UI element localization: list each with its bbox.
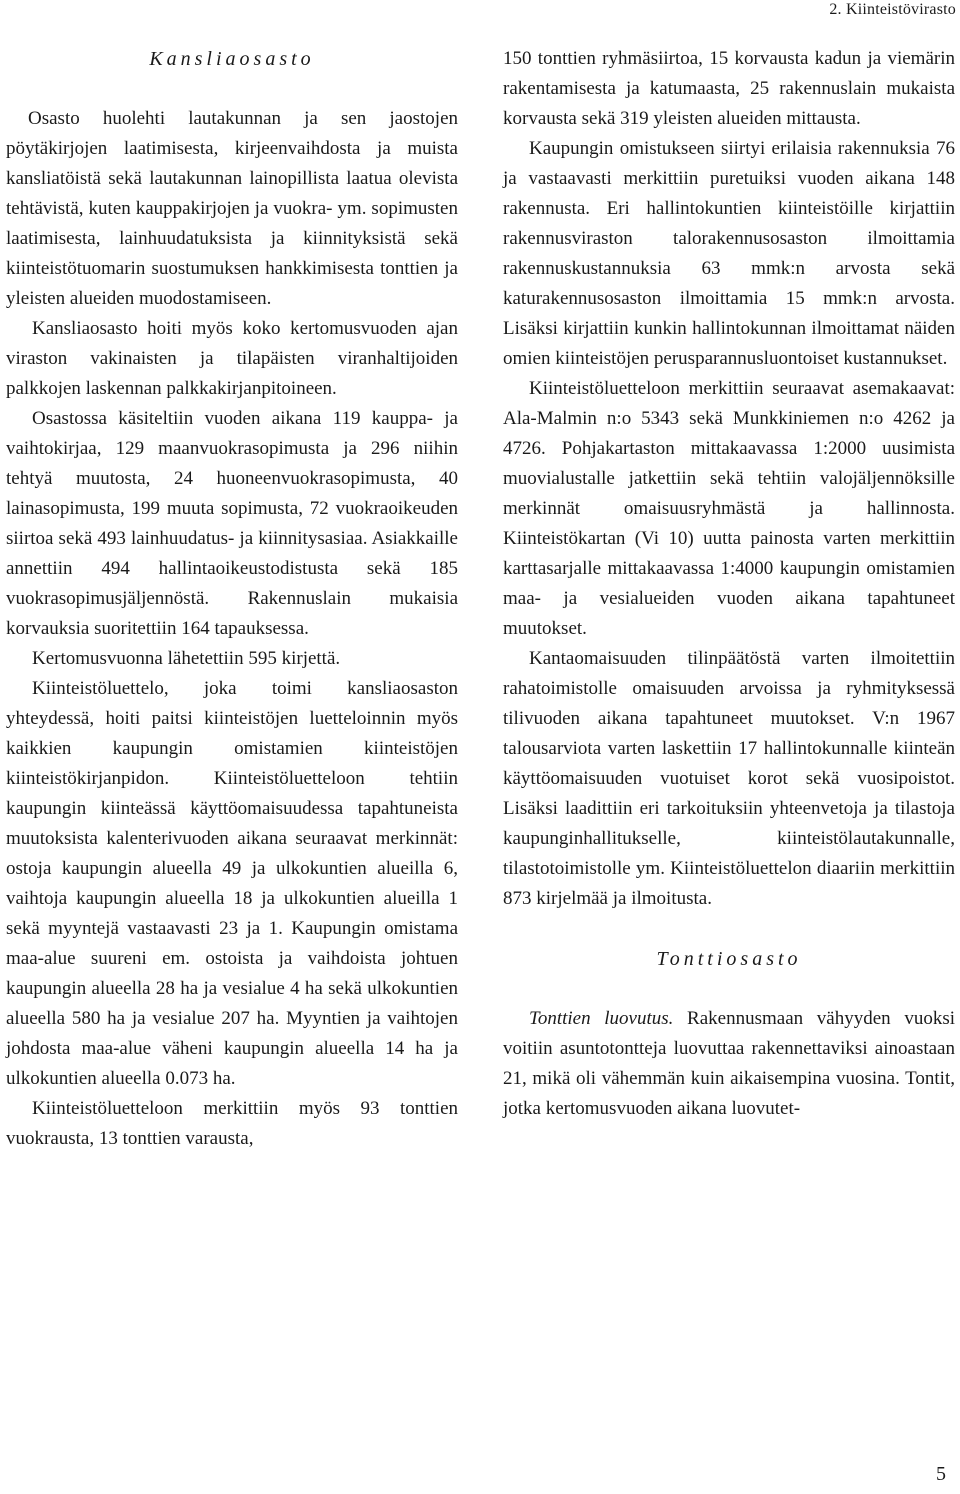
paragraph: Osasto huolehti lautakunnan ja sen jaostojen pöytäkirjojen laatimisesta, kirjeenvaihdosta ja muista kansliatöistä sekä lautakunnan lainopillista laatua olevista tehtävistä, kuten kauppakirjojen ja vuokra- ym. sopimusten laatimisesta, lainhuudatuksista ja kiinnityksistä sekä kiinteistötuomarin suostumuksen hankkimisesta tonttien ja yleisten alueiden muodostamiseen. bbox=[6, 108, 458, 309]
running-header: 2. Kiinteistövirasto bbox=[829, 1, 956, 18]
paragraph-tonttien-luovutus bbox=[503, 1004, 955, 1124]
paragraph: Kaupungin omistukseen siirtyi erilaisia rakennuksia 76 ja vastaavasti merkittiin puretuiksi vuoden aikana 148 rakennusta. Eri hallintokuntien kiinteistöille kirjattiin rakennusviraston talorakennusosaston ilmoittamia rakennuskustannuksia 63 mmk:n arvosta sekä katurakennusosaston ilmoittamia 15 mmk:n arvosta. Lisäksi kirjattiin kunkin hallintokunnan ilmoittamat näiden omien kiinteistöjen perusparannusluontoiset kustannukset. bbox=[503, 138, 955, 369]
right-column bbox=[503, 44, 955, 1124]
paragraph: Kiinteistöluetteloon merkittiin myös 93 tonttien vuokrausta, 13 tonttien varausta, bbox=[6, 1098, 458, 1149]
paragraph: Kiinteistöluettelo, joka toimi kansliaosaston yhteydessä, hoiti paitsi kiinteistöjen luetteloinnin myös kaikkien kaupungin omistamien kiinteistöjen kiinteistökirjanpidon. Kiinteistöluetteloon tehtiin kaupungin kiinteässä käyttöomaisuudessa tapahtuneista muutoksista kalenterivuoden aikana seuraavat merkinnät: ostoja kaupungin alueella 49 ja ulkokuntien alueilla 6, vaihtoja kaupungin alueella 18 ja ulkokuntien alueilla 1 sekä myyntejä vastaavasti 23 ja 1. Kaupungin omistama maa-alue suureni em. ostoista ja vaihdoista johtuen kaupungin alueella 28 ha ja vesialue 4 ha sekä ulkokuntien alueella 580 ha ja vesialue 207 ha. Myyntien ja vaihtojen johdosta maa-alue väheni kaupungin alueella 14 ha ja ulkokuntien alueella 0.073 ha. bbox=[6, 678, 458, 1089]
section-heading-kansliaosasto: Kansliaosasto bbox=[149, 48, 315, 70]
paragraph: Kertomusvuonna lähetettiin 595 kirjettä. bbox=[32, 648, 341, 669]
paragraph: Kansliaosasto hoiti myös koko kertomusvuoden ajan viraston vakinaisten ja tilapäisten viranhaltijoiden palkkojen laskennan palkkakirjanpitoineen. bbox=[6, 318, 458, 399]
paragraph-lead-italic: Tonttien luovutus. bbox=[529, 1008, 674, 1029]
paragraph: 150 tonttien ryhmäsiirtoa, 15 korvausta kadun ja viemärin rakentamisesta ja katumaasta, 25 rakennuslain mukaista korvausta sekä 319 yleisten alueiden mittausta. bbox=[503, 48, 955, 129]
paragraph: Kiinteistöluetteloon merkittiin seuraavat asemakaavat: Ala-Malmin n:o 5343 sekä Munkkiniemen n:o 4262 ja 4726. Pohjakartaston mittakaavassa 1:2000 uusimista muovialustalle jatkettiin sekä tehtiin valojäljennöksille merkinnät omaisuusryhmästä ja hallinnosta. Kiinteistökartan (Vi 10) uutta painosta varten merkittiin karttasarjalle mittakaavassa 1:4000 kaupungin omistamien maa- ja vesialueiden vuoden aikana tapahtuneet muutokset. bbox=[503, 378, 955, 639]
left-column bbox=[6, 44, 458, 1154]
paragraph-body: Rakennusmaan vähyyden vuoksi voitiin asuntotontteja luovuttaa rakennettaviksi ainoastaan 21, mikä oli vähemmän kuin aikaisempina vuosina. Tontit, jotka kertomusvuoden aikana luovutet- bbox=[503, 1008, 955, 1119]
paragraph: Kantaomaisuuden tilinpäätöstä varten ilmoitettiin rahatoimistolle omaisuuden arvoissa ja ryhmityksessä tilivuoden aikana tapahtuneet muutokset. V:n 1967 talousarviota varten laskettiin 17 hallintokunnalle kiinteän käyttöomaisuuden vuotuiset korot sekä vuosipoistot. Lisäksi laadittiin eri tarkoituksiin yhteenvetoja ja tilastoja kaupunginhallitukselle, kiinteistölautakunnalle, tilastotoimistolle ym. Kiinteistöluettelon diaariin merkittiin 873 kirjelmää ja ilmoitusta. bbox=[503, 648, 955, 909]
paragraph: Osastossa käsiteltiin vuoden aikana 119 kauppa- ja vaihtokirjaa, 129 maanvuokrasopimusta ja 296 niihin tehtyä muutosta, 24 huoneenvuokrasopimusta, 40 lainasopimusta, 199 muuta sopimusta, 72 vuokraoikeuden siirtoa sekä 493 lainhuudatus- ja kiinnitysasiaa. Asiakkaille annettiin 494 hallintaoikeustodistusta sekä 185 vuokrasopimusjäljennöstä. Rakennuslain mukaisia korvauksia suoritettiin 164 tapauksessa. bbox=[6, 408, 458, 639]
page-number: 5 bbox=[936, 1463, 946, 1485]
section-heading-tonttiosasto: Tonttiosasto bbox=[656, 948, 802, 970]
